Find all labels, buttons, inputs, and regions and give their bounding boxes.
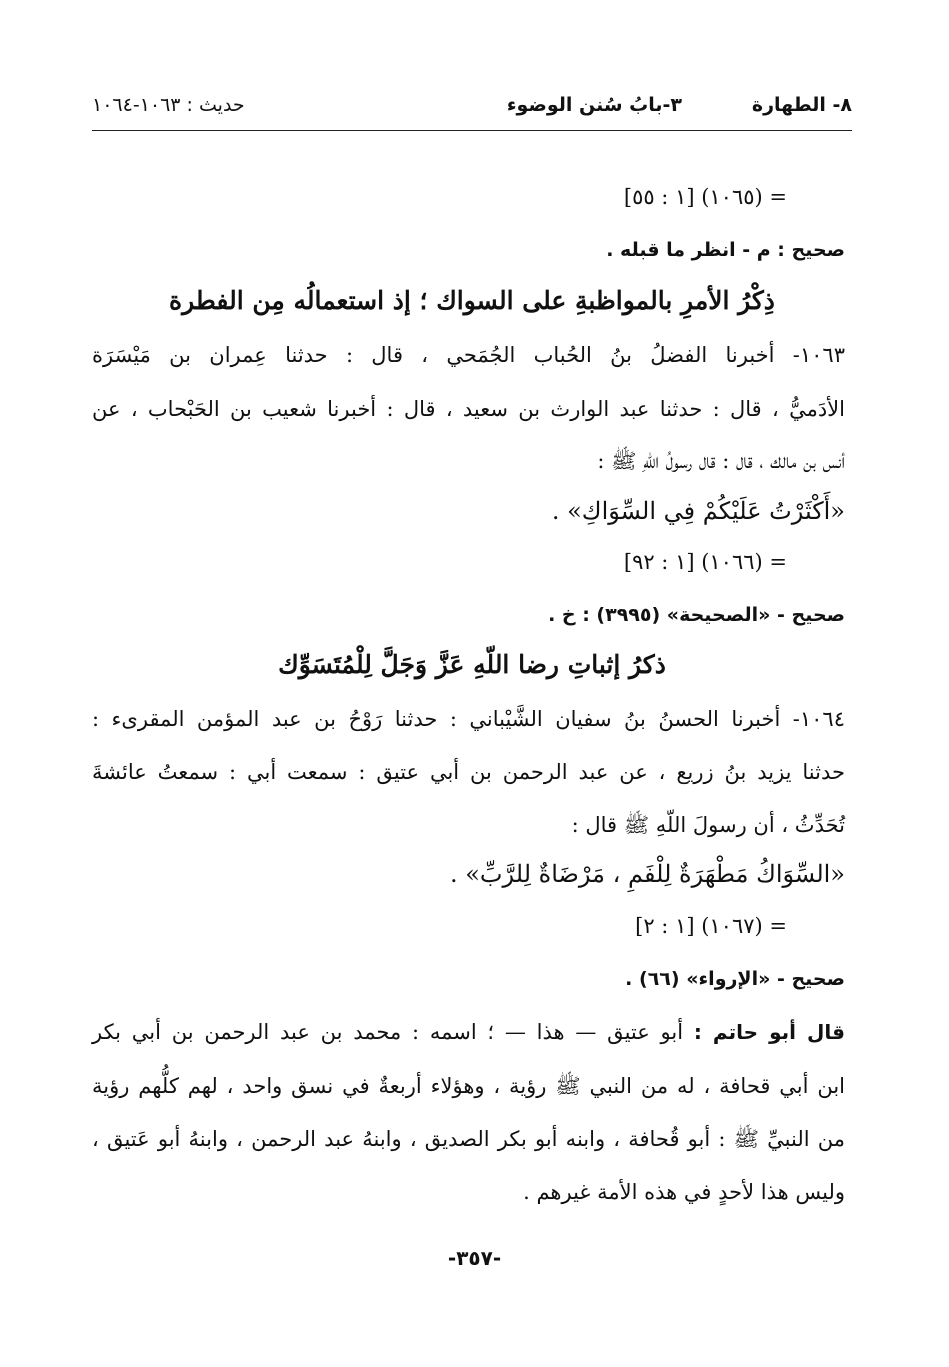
grade-1063: صحيح - «الصحيحة» (٣٩٩٥) : خ . — [548, 604, 845, 626]
hadith-1064-line-2: حدثنا يزيد بنُ زريع ، عن عبد الرحمن بن أبي عتيق : سمعت أبي : سمعتُ عائشةَ — [92, 760, 845, 784]
reference-1062: = (١٠٦٥) [١ : ٥٥] — [623, 185, 787, 209]
reference-1064: = (١٠٦٧) [١ : ٢] — [635, 914, 787, 938]
hadith-1063-matn: «أَكْثَرْتُ عَلَيْكُمْ فِي السِّوَاكِ» . — [551, 497, 845, 525]
page-number: -٣٥٧- — [447, 1246, 502, 1270]
abu-hatim-comment-text: أبو عتيق — هذا — ؛ اسمه : محمد بن عبد الرحمن بن أبي بكر — [92, 1020, 684, 1044]
chapter-heading-siwak-command: ذِكْرُ الأمرِ بالمواظبةِ على السواك ؛ إذ استعمالُه مِن الفطرة — [169, 286, 775, 315]
abu-hatim-comment-line-2: ابن أبي قحافة ، له من النبي ﷺ رؤية ، وهؤلاء أربعةٌ في نسق واحد ، لهم كلُّهم رؤية — [92, 1074, 845, 1098]
chapter-heading-allah-pleasure: ذكرُ إثباتِ رضا اللّهِ عَزَّ وَجَلَّ لِلْمُتَسَوِّك — [278, 650, 666, 679]
header-chapter: ٨- الطهارة — [751, 94, 852, 116]
abu-hatim-comment-line-3: من النبيِّ ﷺ : أبو قُحافة ، وابنه أبو بكر الصديق ، وابنهُ عبد الرحمن ، وابنهُ أبو عَتيق ، — [92, 1127, 845, 1151]
running-header — [92, 92, 852, 126]
header-divider — [92, 130, 852, 131]
hadith-1064-line-1: ١٠٦٤- أخبرنا الحسنُ بنُ سفيان الشَّيْباني : حدثنا رَوْحُ بن عبد المؤمن المقرىء : — [92, 707, 845, 731]
header-hadith-range: حديث : ١٠٦٣-١٠٦٤ — [92, 94, 245, 116]
grade-1064: صحيح - «الإرواء» (٦٦) . — [625, 968, 845, 990]
abu-hatim-comment-line-1 — [92, 1017, 845, 1047]
hadith-1064-matn: «السِّوَاكُ مَطْهَرَةٌ لِلْفَمِ ، مَرْضَاةٌ لِلرَّبِّ» . — [449, 860, 845, 888]
hadith-1063-line-2: الأدَميُّ ، قال : حدثنا عبد الوارث بن سعيد ، قال : أخبرنا شعيب بن الحَبْحاب ، عن — [92, 397, 845, 421]
grade-1062: صحيح : م - انظر ما قبله . — [606, 239, 845, 261]
abu-hatim-comment-lead: قال أبو حاتم : — [693, 1020, 845, 1044]
hadith-1063-line-1: ١٠٦٣- أخبرنا الفضلُ بنُ الحُباب الجُمَحي ، قال : حدثنا عِمران بن مَيْسَرَة — [92, 343, 845, 367]
hadith-1064-line-3: تُحَدِّثُ ، أن رسولَ اللّهِ ﷺ قال : — [571, 813, 845, 837]
header-section: ٣-بابُ سُنن الوضوء — [506, 94, 682, 116]
reference-1063: = (١٠٦٦) [١ : ٩٢] — [623, 550, 787, 574]
abu-hatim-comment-line-4: وليس هذا لأحدٍ في هذه الأمة غيرهم . — [523, 1180, 845, 1204]
hadith-1063-line-3: أنس بن مالك ، قال : قال رسولُ اللّهِ ﷺ : — [597, 449, 845, 473]
